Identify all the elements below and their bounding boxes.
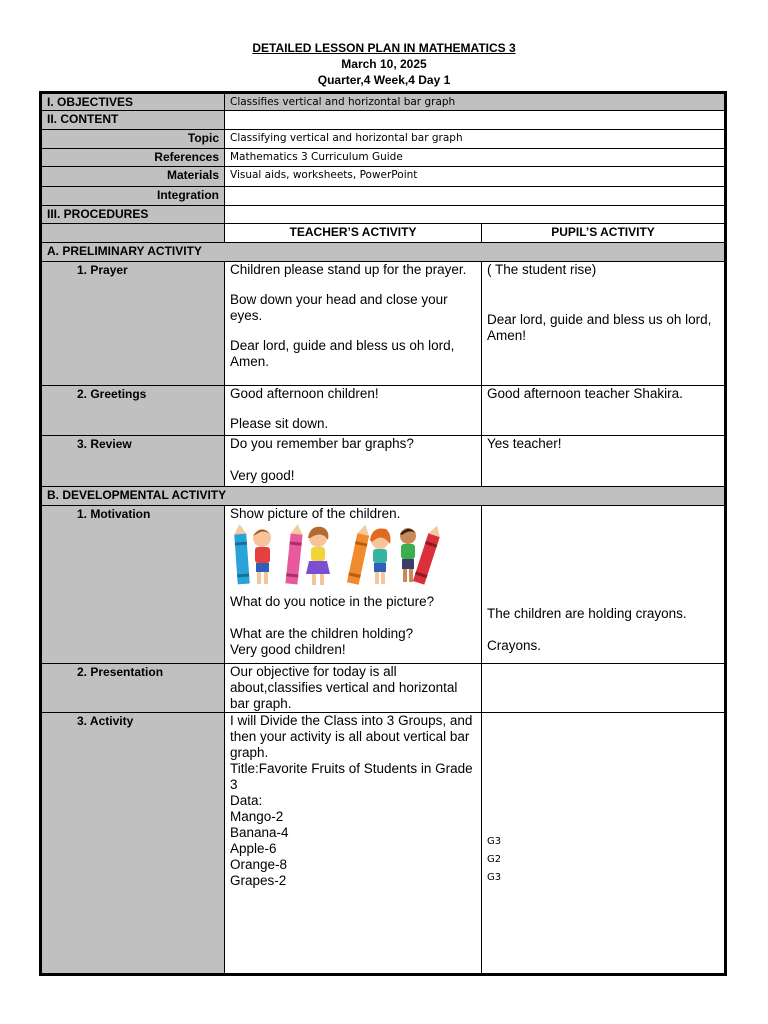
- presentation-label: 2. Presentation: [77, 665, 164, 679]
- teacher-activity-header: TEACHER’S ACTIVITY: [225, 224, 482, 243]
- activity-row: [41, 713, 726, 975]
- motivation-teacher: Show picture of the children. What do you notice in the picture? What are the children holding? Very good children!: [225, 506, 482, 664]
- activity-label: 3. Activity: [77, 714, 134, 728]
- greetings-teacher: Good afternoon children! Please sit down.: [225, 386, 482, 436]
- review-teacher: Do you remember bar graphs? Very good!: [225, 436, 482, 487]
- greetings-row: [41, 386, 726, 436]
- preliminary-label: A. PRELIMINARY ACTIVITY: [41, 243, 726, 262]
- document-date: March 10, 2025: [341, 57, 427, 71]
- procedures-row: [41, 206, 726, 224]
- integration-row: [41, 187, 726, 206]
- greetings-pupil: Good afternoon teacher Shakira.: [482, 386, 726, 436]
- topic-value: Classifying vertical and horizontal bar graph: [225, 130, 726, 149]
- prayer-row: [41, 262, 726, 386]
- materials-value: Visual aids, worksheets, PowerPoint: [225, 167, 726, 187]
- fruit-data-line: Mango-2: [230, 809, 284, 824]
- review-label: 3. Review: [77, 437, 132, 451]
- pupil-activity-header: PUPIL’S ACTIVITY: [482, 224, 726, 243]
- activity-pupil: [482, 713, 726, 975]
- activity-header-row: [41, 224, 726, 243]
- children-crayons-image: [230, 524, 456, 590]
- presentation-row: [41, 664, 726, 713]
- objectives-value: Classifies vertical and horizontal bar graph: [225, 93, 726, 111]
- references-row: [41, 149, 726, 167]
- motivation-pupil: The children are holding crayons. Crayons.: [482, 506, 726, 664]
- integration-label: Integration: [41, 187, 225, 206]
- references-label: References: [41, 149, 225, 167]
- activity-teacher: I will Divide the Class into 3 Groups, and then your activity is all about vertical bar graph. Title:Favorite Fruits of Students in Grade 3 Data: Mango-2 Banana-4 Apple-6 Orange-8 Grapes-2: [225, 713, 482, 975]
- materials-row: [41, 167, 726, 187]
- developmental-row: [41, 487, 726, 506]
- developmental-label: B. DEVELOPMENTAL ACTIVITY: [41, 487, 726, 506]
- fruit-data-line: Grapes-2: [230, 873, 287, 888]
- review-pupil: Yes teacher!: [482, 436, 726, 487]
- content-label: II. CONTENT: [41, 111, 225, 130]
- review-row: [41, 436, 726, 487]
- materials-label: Materials: [41, 167, 225, 187]
- group-label: G2: [487, 854, 502, 865]
- lesson-plan-table: [39, 91, 727, 976]
- objectives-row: [41, 93, 726, 111]
- content-row: [41, 111, 726, 130]
- fruit-data-line: Apple-6: [230, 841, 277, 856]
- references-value: Mathematics 3 Curriculum Guide: [225, 149, 726, 167]
- prayer-label: 1. Prayer: [77, 263, 128, 277]
- topic-row: [41, 130, 726, 149]
- fruit-data-line: Orange-8: [230, 857, 288, 872]
- group-label: G3: [487, 836, 502, 847]
- motivation-label: 1. Motivation: [77, 507, 151, 521]
- prayer-teacher: Children please stand up for the prayer. Bow down your head and close your eyes. Dear lord, guide and bless us oh lord, Amen.: [225, 262, 482, 386]
- topic-label: Topic: [41, 130, 225, 149]
- motivation-row: [41, 506, 726, 664]
- group-label: G3: [487, 872, 502, 883]
- objectives-label: I. OBJECTIVES: [41, 93, 225, 111]
- fruit-data-line: Banana-4: [230, 825, 289, 840]
- preliminary-row: [41, 243, 726, 262]
- greetings-label: 2. Greetings: [77, 387, 147, 401]
- procedures-label: III. PROCEDURES: [41, 206, 225, 224]
- document-header: [0, 40, 768, 88]
- document-period: Quarter,4 Week,4 Day 1: [317, 73, 451, 87]
- document-title: DETAILED LESSON PLAN IN MATHEMATICS 3: [252, 41, 516, 55]
- presentation-teacher: Our objective for today is all about,classifies vertical and horizontal bar graph.: [225, 664, 482, 713]
- prayer-pupil: ( The student rise) Dear lord, guide and bless us oh lord, Amen!: [482, 262, 726, 386]
